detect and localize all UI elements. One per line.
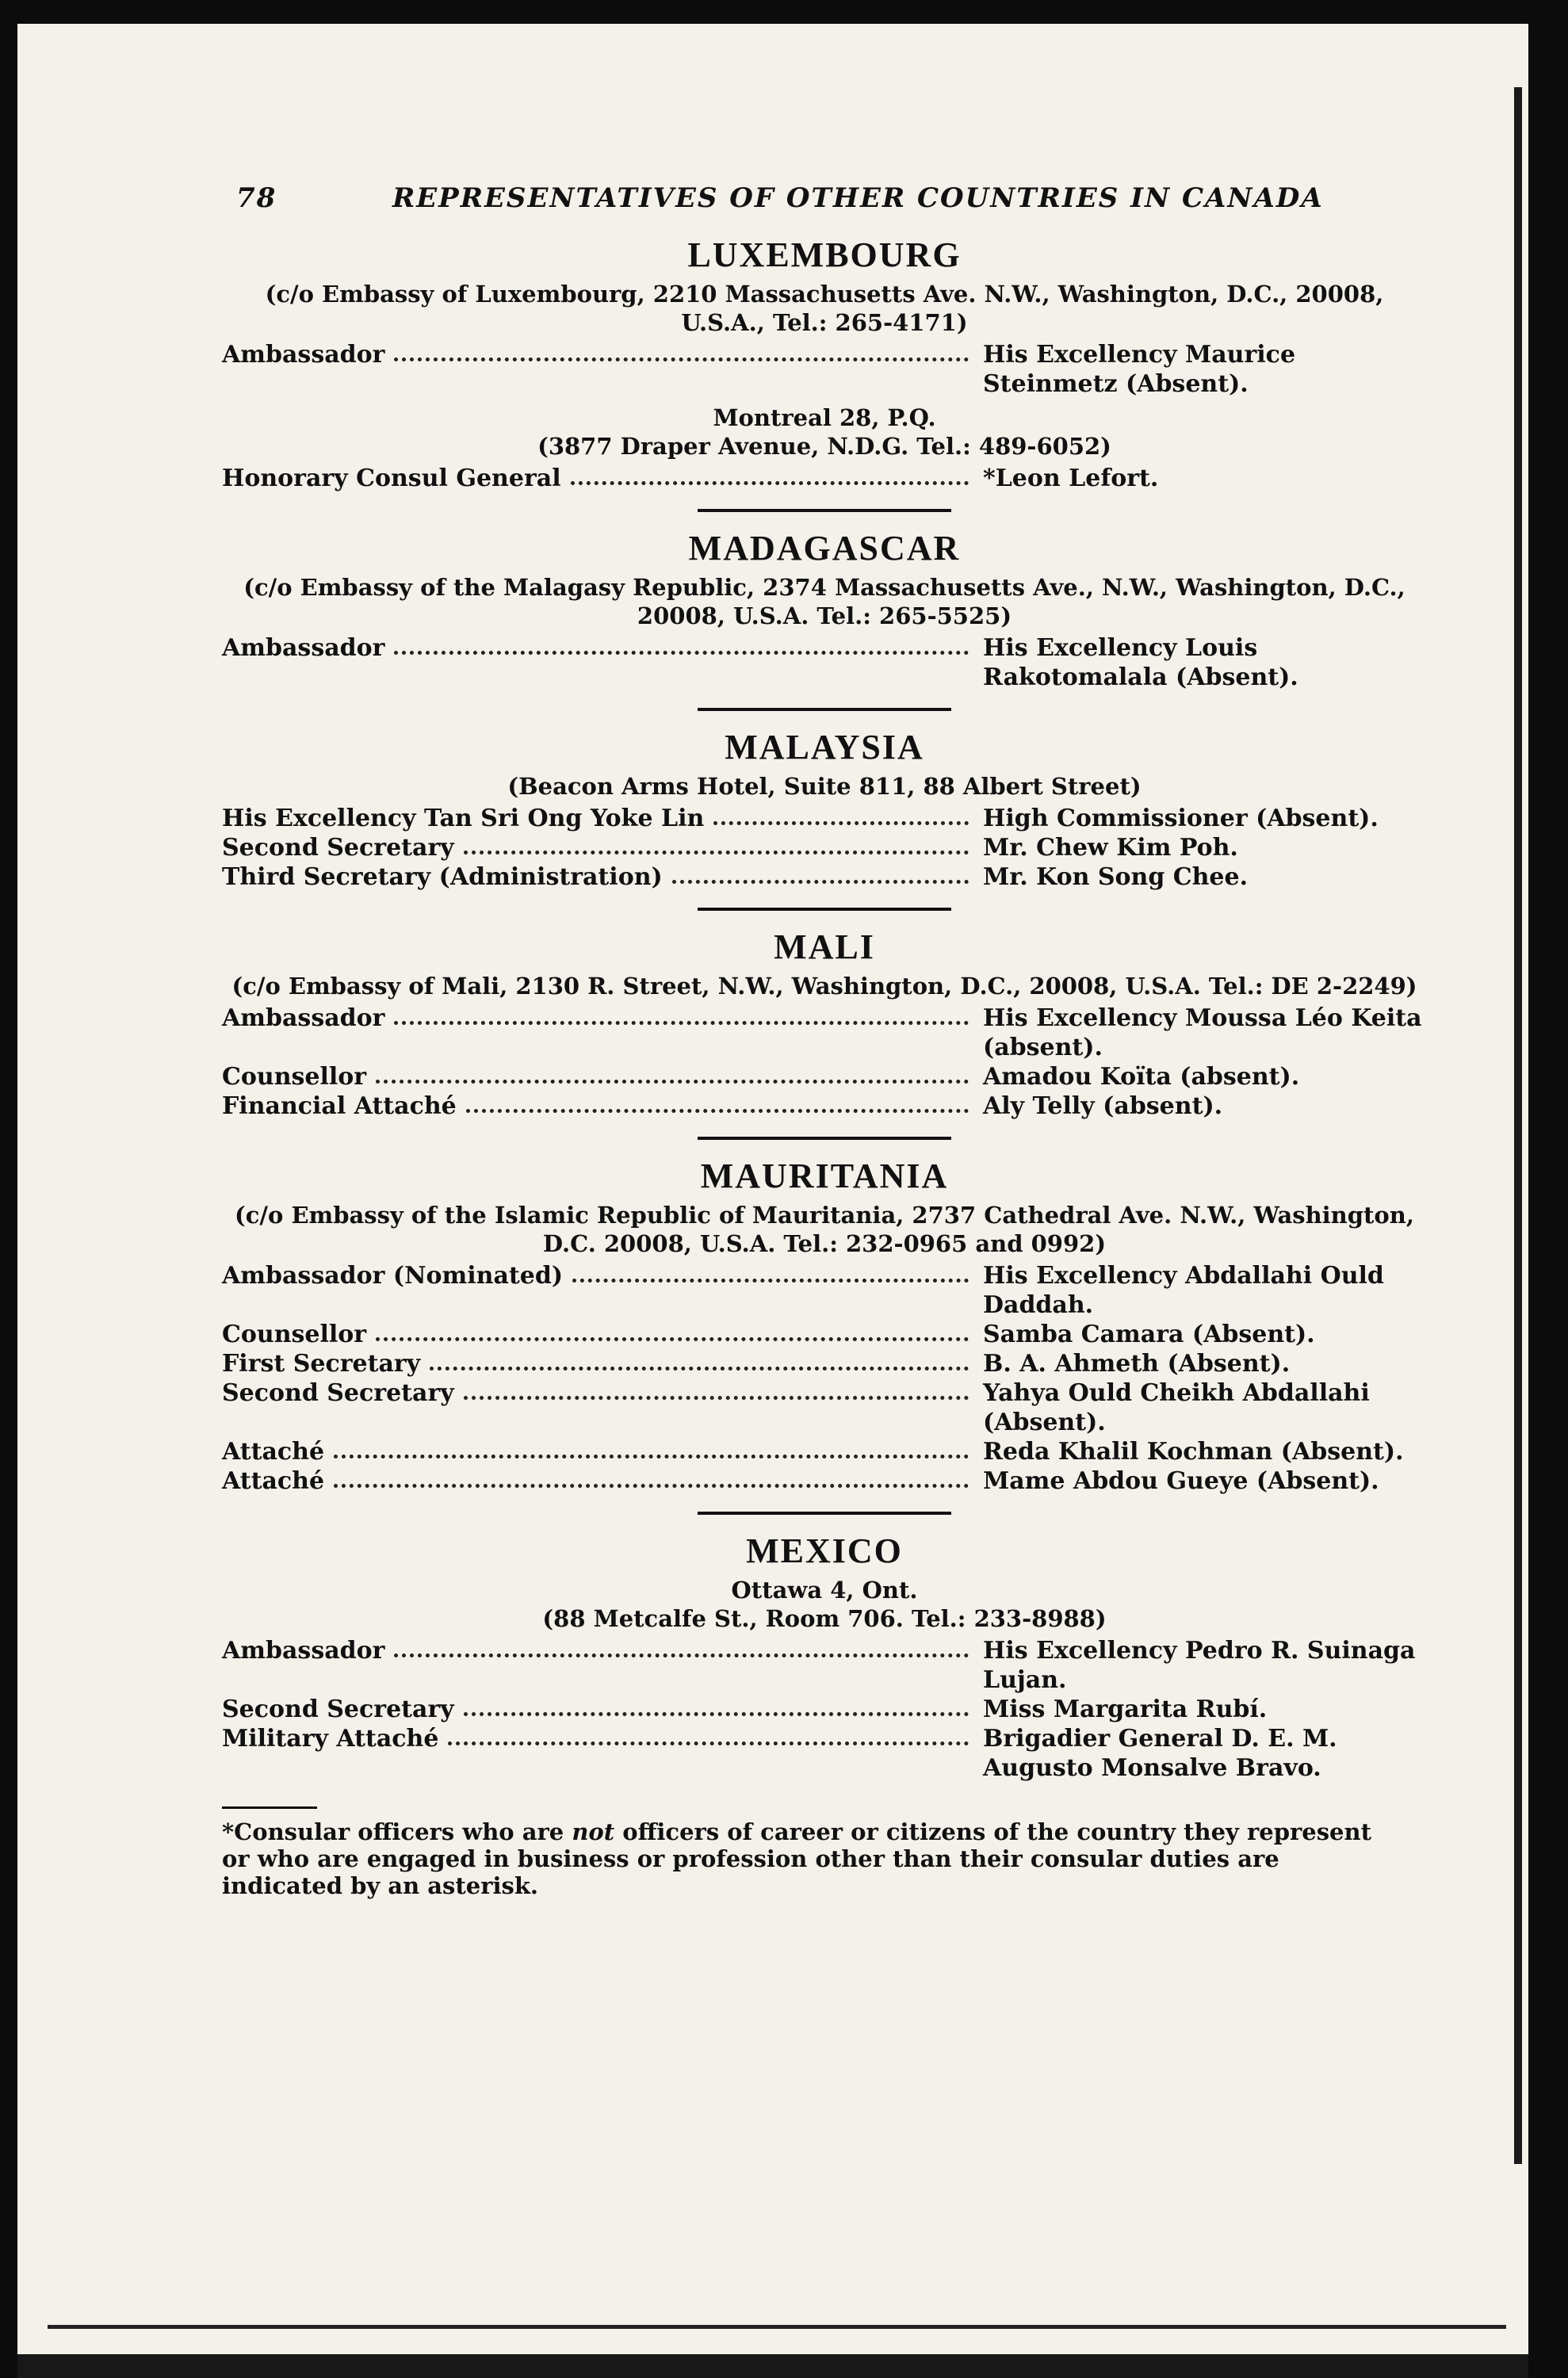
page-body (222, 182, 1427, 1899)
scan-bottom-line (48, 2325, 1506, 2329)
section-luxembourg (222, 235, 1427, 399)
dot-leader (394, 1636, 969, 1657)
role-label: Attaché (222, 1438, 325, 1466)
footnote-emphasis: not (572, 1818, 615, 1845)
section-mali (222, 927, 1427, 1121)
section-divider (698, 908, 951, 911)
address: (c/o Embassy of Mali, 2130 R. Street, N.W., Washington, D.C., 20008, U.S.A. Tel.: DE 2-2249) (231, 973, 1417, 1000)
role-label: Ambassador (222, 1004, 385, 1032)
page-binding-shadow (1514, 87, 1522, 2164)
city-heading: Montreal 28, P.Q. (713, 404, 936, 431)
country-heading: MALAYSIA (725, 728, 924, 767)
dot-leader (464, 1378, 969, 1400)
role-label: Counsellor (222, 1321, 367, 1348)
list-item (222, 1437, 1427, 1466)
dot-leader (464, 833, 969, 854)
list-item (222, 1378, 1427, 1437)
role-label: First Secretary (222, 1350, 421, 1378)
list-item (222, 1320, 1427, 1349)
footnote-rule (222, 1806, 317, 1809)
city-heading: Ottawa 4, Ont. (731, 1577, 918, 1604)
role-label: Third Secretary (Administration) (222, 863, 663, 891)
list-item (222, 833, 1427, 862)
footnote-text-end: officers of career or citizens of the country they represent or who are engaged in business or profession other than their consular duties are indicated by an asterisk. (222, 1818, 1371, 1899)
person-name: His Excellency Louis Rakotomalala (Absent). (983, 634, 1298, 691)
person-name: Mr. Kon Song Chee. (983, 863, 1249, 891)
role-label: Financial Attaché (222, 1092, 457, 1120)
country-heading: MADAGASCAR (688, 529, 961, 568)
person-name: His Excellency Pedro R. Suinaga Lujan. (983, 1637, 1416, 1694)
dot-leader (672, 862, 969, 884)
role-label: Second Secretary (222, 834, 454, 862)
address: (3877 Draper Avenue, N.D.G. Tel.: 489-6052) (537, 433, 1111, 460)
person-name: Mr. Chew Kim Poh. (983, 834, 1238, 862)
section-divider (698, 509, 951, 512)
page-number: 78 (236, 182, 277, 214)
section-madagascar (222, 528, 1427, 692)
role-label: Honorary Consul General (222, 465, 561, 492)
person-name: Reda Khalil Kochman (Absent). (983, 1438, 1404, 1466)
person-name: Samba Camara (Absent). (983, 1321, 1315, 1348)
dot-leader (334, 1437, 969, 1459)
section-mauritania (222, 1156, 1427, 1496)
dot-leader (571, 464, 969, 485)
section-malaysia (222, 727, 1427, 892)
person-name: *Leon Lefort. (983, 465, 1159, 492)
address: (c/o Embassy of the Malagasy Republic, 2374 Massachusetts Ave., N.W., Washington, D.C., 20008, U.S.A. Tel.: 265-5525) (243, 574, 1405, 629)
dot-leader (466, 1092, 969, 1113)
country-heading: LUXEMBOURG (687, 235, 962, 274)
dot-leader (430, 1349, 969, 1371)
address: (88 Metcalfe St., Room 706. Tel.: 233-8988) (542, 1605, 1107, 1632)
dot-leader (448, 1724, 969, 1745)
dot-leader (572, 1261, 969, 1283)
section-luxembourg-montreal (222, 403, 1427, 493)
dot-leader (376, 1062, 969, 1084)
list-item (222, 1092, 1427, 1121)
role-label: Second Secretary (222, 1379, 454, 1407)
list-item (222, 1004, 1427, 1062)
dot-leader (464, 1695, 969, 1716)
address: (Beacon Arms Hotel, Suite 811, 88 Albert Street) (507, 773, 1142, 800)
dot-leader (394, 1004, 969, 1025)
list-item (222, 1695, 1427, 1724)
running-head (222, 182, 1427, 230)
footnote (222, 1818, 1403, 1899)
list-item (222, 464, 1427, 493)
person-name: High Commissioner (Absent). (983, 805, 1379, 832)
list-item (222, 1349, 1427, 1378)
dot-leader (334, 1466, 969, 1488)
list-item (222, 862, 1427, 892)
address: (c/o Embassy of the Islamic Republic of Mauritania, 2737 Cathedral Ave. N.W., Washington, D.C. 20008, U.S.A. Tel.: 232-0965 and 0992) (235, 1202, 1414, 1257)
person-name: Brigadier General D. E. M. Augusto Monsalve Bravo. (983, 1725, 1337, 1782)
scan-left-edge (0, 0, 17, 2378)
role-label: Attaché (222, 1467, 325, 1495)
section-divider (698, 708, 951, 711)
footnote-text-start: *Consular officers who are (222, 1818, 572, 1845)
role-label: His Excellency Tan Sri Ong Yoke Lin (222, 805, 705, 832)
list-item (222, 340, 1427, 399)
list-item (222, 1261, 1427, 1320)
address: (c/o Embassy of Luxembourg, 2210 Massachusetts Ave. N.W., Washington, D.C., 20008, U.S.A., Tel.: 265-4171) (265, 281, 1384, 336)
person-name: Amadou Koïta (absent). (983, 1063, 1300, 1091)
role-label: Counsellor (222, 1063, 367, 1091)
list-item (222, 633, 1427, 692)
scan-right-edge (1528, 0, 1568, 2378)
dot-leader (394, 340, 969, 361)
country-heading: MAURITANIA (700, 1157, 949, 1195)
person-name: B. A. Ahmeth (Absent). (983, 1350, 1291, 1378)
person-name: His Excellency Abdallahi Ould Daddah. (983, 1262, 1384, 1319)
section-divider (698, 1137, 951, 1140)
section-mexico (222, 1531, 1427, 1783)
dot-leader (376, 1320, 969, 1341)
role-label: Second Secretary (222, 1696, 454, 1723)
section-divider (698, 1512, 951, 1515)
person-name: Miss Margarita Rubí. (983, 1696, 1268, 1723)
person-name: Mame Abdou Gueye (Absent). (983, 1467, 1379, 1495)
dot-leader (394, 633, 969, 655)
role-label: Ambassador (222, 634, 385, 662)
scan-bottom-edge (17, 2354, 1528, 2378)
person-name: Yahya Ould Cheikh Abdallahi (Absent). (983, 1379, 1370, 1436)
role-label: Military Attaché (222, 1725, 439, 1753)
list-item (222, 1466, 1427, 1496)
scan-top-edge (0, 0, 1568, 24)
person-name: His Excellency Moussa Léo Keita (absent). (983, 1004, 1422, 1061)
dot-leader (713, 804, 969, 825)
role-label: Ambassador (222, 341, 385, 369)
role-label: Ambassador (Nominated) (222, 1262, 564, 1290)
list-item (222, 1724, 1427, 1783)
list-item (222, 1062, 1427, 1092)
page-title: REPRESENTATIVES OF OTHER COUNTRIES IN CANADA (392, 182, 1324, 214)
country-heading: MEXICO (746, 1531, 903, 1570)
list-item (222, 1636, 1427, 1695)
list-item (222, 804, 1427, 833)
role-label: Ambassador (222, 1637, 385, 1665)
person-name: Aly Telly (absent). (983, 1092, 1223, 1120)
person-name: His Excellency Maurice Steinmetz (Absent). (983, 341, 1296, 398)
country-heading: MALI (774, 927, 875, 966)
